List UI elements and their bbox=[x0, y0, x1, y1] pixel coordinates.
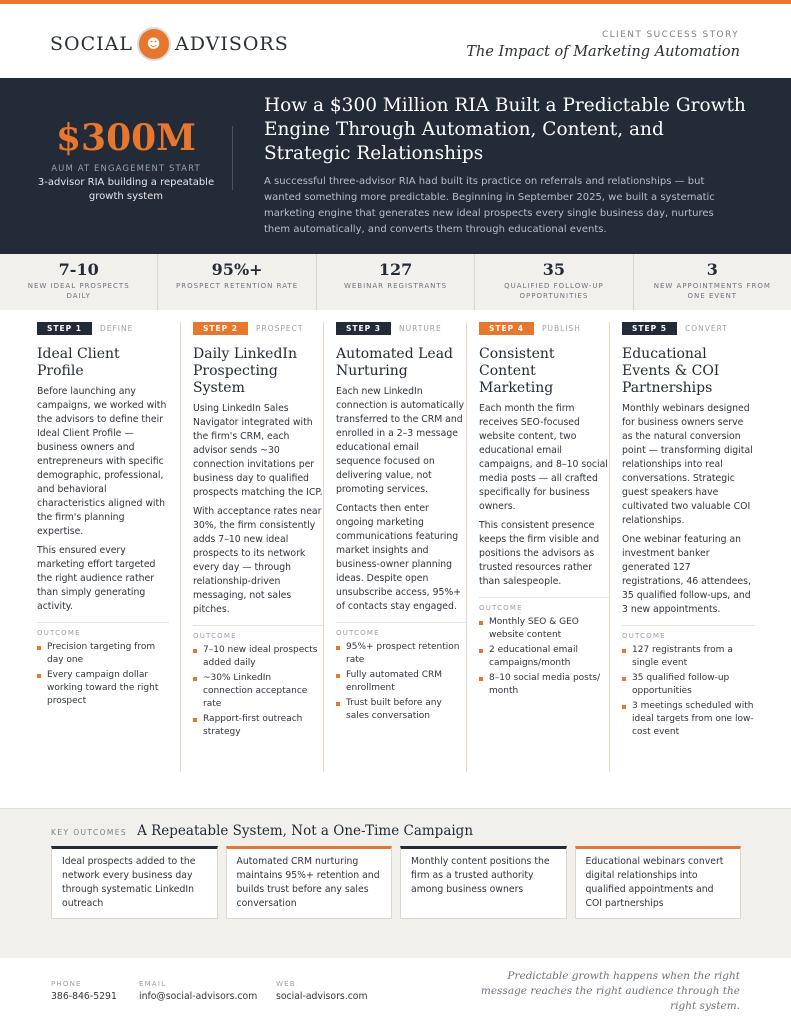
outcome-label: OUTCOME bbox=[193, 625, 323, 640]
outcome-item: 127 registrants from a single event bbox=[622, 644, 755, 670]
hero-stat-subtext: 3-advisor RIA building a repeatable growth system bbox=[37, 177, 215, 202]
step-prospect bbox=[180, 322, 323, 772]
key-outcomes-label: KEY OUTCOMES bbox=[51, 828, 128, 837]
footer-email-label: EMAIL bbox=[139, 980, 167, 988]
step-title: Educational Events & COI Partnerships bbox=[622, 346, 720, 396]
outcome-list bbox=[622, 644, 755, 739]
footer-web-link[interactable]: social-advisors.com bbox=[276, 991, 368, 1002]
footer-phone bbox=[51, 980, 117, 1002]
key-outcomes-heading bbox=[51, 823, 473, 839]
step-phase: CONVERT bbox=[684, 324, 728, 333]
footer-quote: Predictable growth happens when the right message reaches the right audience through the right system. bbox=[480, 970, 740, 1012]
step-phase: PUBLISH bbox=[541, 324, 581, 333]
step-paragraph: Monthly webinars designed for business owners serve as the natural conversion point — transforming digital relationships into real conversations. Strategic guest speakers have cultivated two valuable COI relationships. bbox=[622, 403, 753, 526]
step-paragraph: Contacts then enter ongoing marketing communications featuring market insights and business-owner planning ideas. Despite open unsubscribe access, 95%+ of contacts stay engaged. bbox=[336, 503, 462, 612]
step-tag bbox=[193, 322, 323, 335]
outcome-item: Trust built before any sales conversation bbox=[336, 697, 466, 723]
step-title: Consistent Content Marketing bbox=[479, 346, 555, 396]
step-nurture bbox=[323, 322, 466, 772]
step-paragraph: This consistent presence keeps the firm visible and positions the advisors as trusted resources rather than salespeople. bbox=[479, 520, 600, 587]
hero-stat-label: AUM AT ENGAGEMENT START bbox=[51, 164, 201, 174]
outcome-item: 7–10 new ideal prospects added daily bbox=[193, 644, 323, 670]
step-title: Daily LinkedIn Prospecting System bbox=[193, 346, 297, 396]
step-tag bbox=[622, 322, 755, 335]
step-phase: PROSPECT bbox=[255, 324, 304, 333]
logo-text-left: SOCIAL bbox=[50, 33, 133, 55]
step-publish bbox=[466, 322, 609, 772]
hero-stat bbox=[36, 117, 216, 204]
outcome-item: Precision targeting from day one bbox=[37, 641, 169, 667]
stats-row bbox=[0, 254, 791, 310]
step-paragraph: With acceptance rates near 30%, the firm consistently adds 7–10 new ideal prospects to its network every day — through relationship-driven messaging, not sales pitches. bbox=[193, 506, 322, 615]
stat-number: 7-10 bbox=[58, 260, 99, 279]
step-number-badge: STEP 2 bbox=[193, 322, 248, 335]
step-number-badge: STEP 4 bbox=[479, 322, 534, 335]
stat-number: 127 bbox=[378, 260, 413, 279]
outcome-card: Monthly content positions the firm as a trusted authority among business owners bbox=[400, 846, 567, 919]
stat-webinar-registrants bbox=[317, 254, 475, 310]
page-footer bbox=[0, 958, 791, 1024]
stat-description: NEW IDEAL PROSPECTS DAILY bbox=[27, 282, 130, 300]
hero-body: A successful three-advisor RIA had built its practice on referrals and relationships — but wanted something more predictable. Beginning in September 2025, we built a systematic marketing engine that generates new ideal prospects every single business day, nurtures them automatically, and converts them through educational events. bbox=[264, 176, 715, 235]
outcome-label: OUTCOME bbox=[479, 597, 609, 612]
step-paragraph: Before launching any campaigns, we worked with the advisors to define their Ideal Client Profile — business owners and entrepreneurs with specific demographic, professional, and behavioral characteristics aligned with the firm's planning expertise. bbox=[37, 386, 167, 537]
header-eyebrow: CLIENT SUCCESS STORY bbox=[601, 30, 739, 40]
key-outcomes-cards bbox=[51, 846, 741, 919]
footer-email-link[interactable]: info@social-advisors.com bbox=[139, 991, 258, 1002]
stat-new-appointments bbox=[634, 254, 791, 310]
hero-section bbox=[0, 78, 791, 254]
outcome-label: OUTCOME bbox=[336, 622, 466, 637]
key-outcomes-title: A Repeatable System, Not a One-Time Campaign bbox=[137, 823, 474, 839]
outcome-label: OUTCOME bbox=[37, 622, 169, 637]
step-define bbox=[37, 322, 169, 772]
hero-stat-value: $300M bbox=[55, 117, 197, 159]
stat-description: WEBINAR REGISTRANTS bbox=[343, 282, 448, 290]
step-number-badge: STEP 5 bbox=[622, 322, 677, 335]
step-phase: NURTURE bbox=[398, 324, 442, 333]
stat-number: 95%+ bbox=[211, 260, 263, 279]
footer-phone-value[interactable]: 386-846-5291 bbox=[51, 991, 117, 1002]
step-convert bbox=[609, 322, 755, 772]
outcome-card: Automated CRM nurturing maintains 95%+ retention and builds trust before any sales conversation bbox=[226, 846, 393, 919]
outcome-list bbox=[193, 644, 323, 739]
stat-follow-up-opportunities bbox=[475, 254, 633, 310]
outcome-list bbox=[479, 616, 609, 698]
outcome-card: Ideal prospects added to the network every business day through systematic LinkedIn outreach bbox=[51, 846, 218, 919]
step-tag bbox=[336, 322, 466, 335]
stat-description: NEW APPOINTMENTS FROM ONE EVENT bbox=[653, 282, 771, 300]
step-paragraph: Each new LinkedIn connection is automatically transferred to the CRM and enrolled in a 2–3 message educational email sequence focused on delivering value, not promoting services. bbox=[336, 386, 464, 495]
step-paragraph: One webinar featuring an investment banker generated 127 registrations, 46 attendees, 35 qualified follow-ups, and 3 new appointments. bbox=[622, 534, 751, 615]
outcome-item: Monthly SEO & GEO website content bbox=[479, 616, 609, 642]
outcome-label: OUTCOME bbox=[622, 625, 755, 640]
logo-text-right: ADVISORS bbox=[174, 33, 289, 55]
step-phase: DEFINE bbox=[99, 324, 134, 333]
stat-number: 35 bbox=[542, 260, 566, 279]
key-outcomes-section bbox=[0, 808, 791, 958]
footer-web bbox=[276, 980, 368, 1002]
footer-web-label: WEB bbox=[276, 980, 296, 988]
step-paragraph: This ensured every marketing effort targeted the right audience rather than simply generating activity. bbox=[37, 545, 156, 612]
stat-number: 3 bbox=[706, 260, 718, 279]
footer-phone-label: PHONE bbox=[51, 980, 82, 988]
header-title: The Impact of Marketing Automation bbox=[466, 44, 740, 60]
stat-prospects-daily bbox=[0, 254, 158, 310]
step-number-badge: STEP 3 bbox=[336, 322, 391, 335]
hero-divider bbox=[232, 126, 233, 190]
stat-description: PROSPECT RETENTION RATE bbox=[176, 282, 299, 290]
step-number-badge: STEP 1 bbox=[37, 322, 92, 335]
stat-description: QUALIFIED FOLLOW-UP OPPORTUNITIES bbox=[504, 282, 604, 300]
logo[interactable] bbox=[50, 26, 289, 62]
outcome-item: ~30% LinkedIn connection acceptance rate bbox=[193, 672, 323, 711]
outcome-item: 95%+ prospect retention rate bbox=[336, 641, 466, 667]
outcome-list bbox=[336, 641, 466, 723]
footer-email bbox=[139, 980, 257, 1002]
step-paragraph: Using LinkedIn Sales Navigator integrated with the firm's CRM, each advisor sends ~30 connection invitations per business day to qualified prospects matching the ICP. bbox=[193, 403, 323, 498]
hero-title: How a $300 Million RIA Built a Predictable Growth Engine Through Automation, Content, and Strategic Relationships bbox=[264, 95, 746, 164]
outcome-item: Rapport-first outreach strategy bbox=[193, 713, 323, 739]
outcome-card: Educational webinars convert digital relationships into qualified appointments and COI partnerships bbox=[575, 846, 742, 919]
step-title: Ideal Client Profile bbox=[37, 346, 120, 379]
outcome-item: Every campaign dollar working toward the right prospect bbox=[37, 669, 169, 708]
outcome-item: 35 qualified follow-up opportunities bbox=[622, 672, 755, 698]
outcome-item: 2 educational email campaigns/month bbox=[479, 644, 609, 670]
logo-people-icon: ☻ bbox=[137, 27, 171, 61]
step-tag bbox=[479, 322, 609, 335]
outcome-list bbox=[37, 641, 169, 708]
step-tag bbox=[37, 322, 169, 335]
step-title: Automated Lead Nurturing bbox=[336, 346, 454, 379]
step-paragraph: Each month the firm receives SEO-focused website content, two educational email campaigns, and 8–10 social media posts — all crafted specifically for business owners. bbox=[479, 403, 608, 512]
outcome-item: Fully automated CRM enrollment bbox=[336, 669, 466, 695]
stat-retention-rate bbox=[158, 254, 316, 310]
page-header bbox=[0, 4, 791, 78]
steps-section bbox=[37, 322, 755, 772]
outcome-item: 8–10 social media posts/ month bbox=[479, 672, 609, 698]
outcome-item: 3 meetings scheduled with ideal targets from one low-cost event bbox=[622, 700, 755, 739]
